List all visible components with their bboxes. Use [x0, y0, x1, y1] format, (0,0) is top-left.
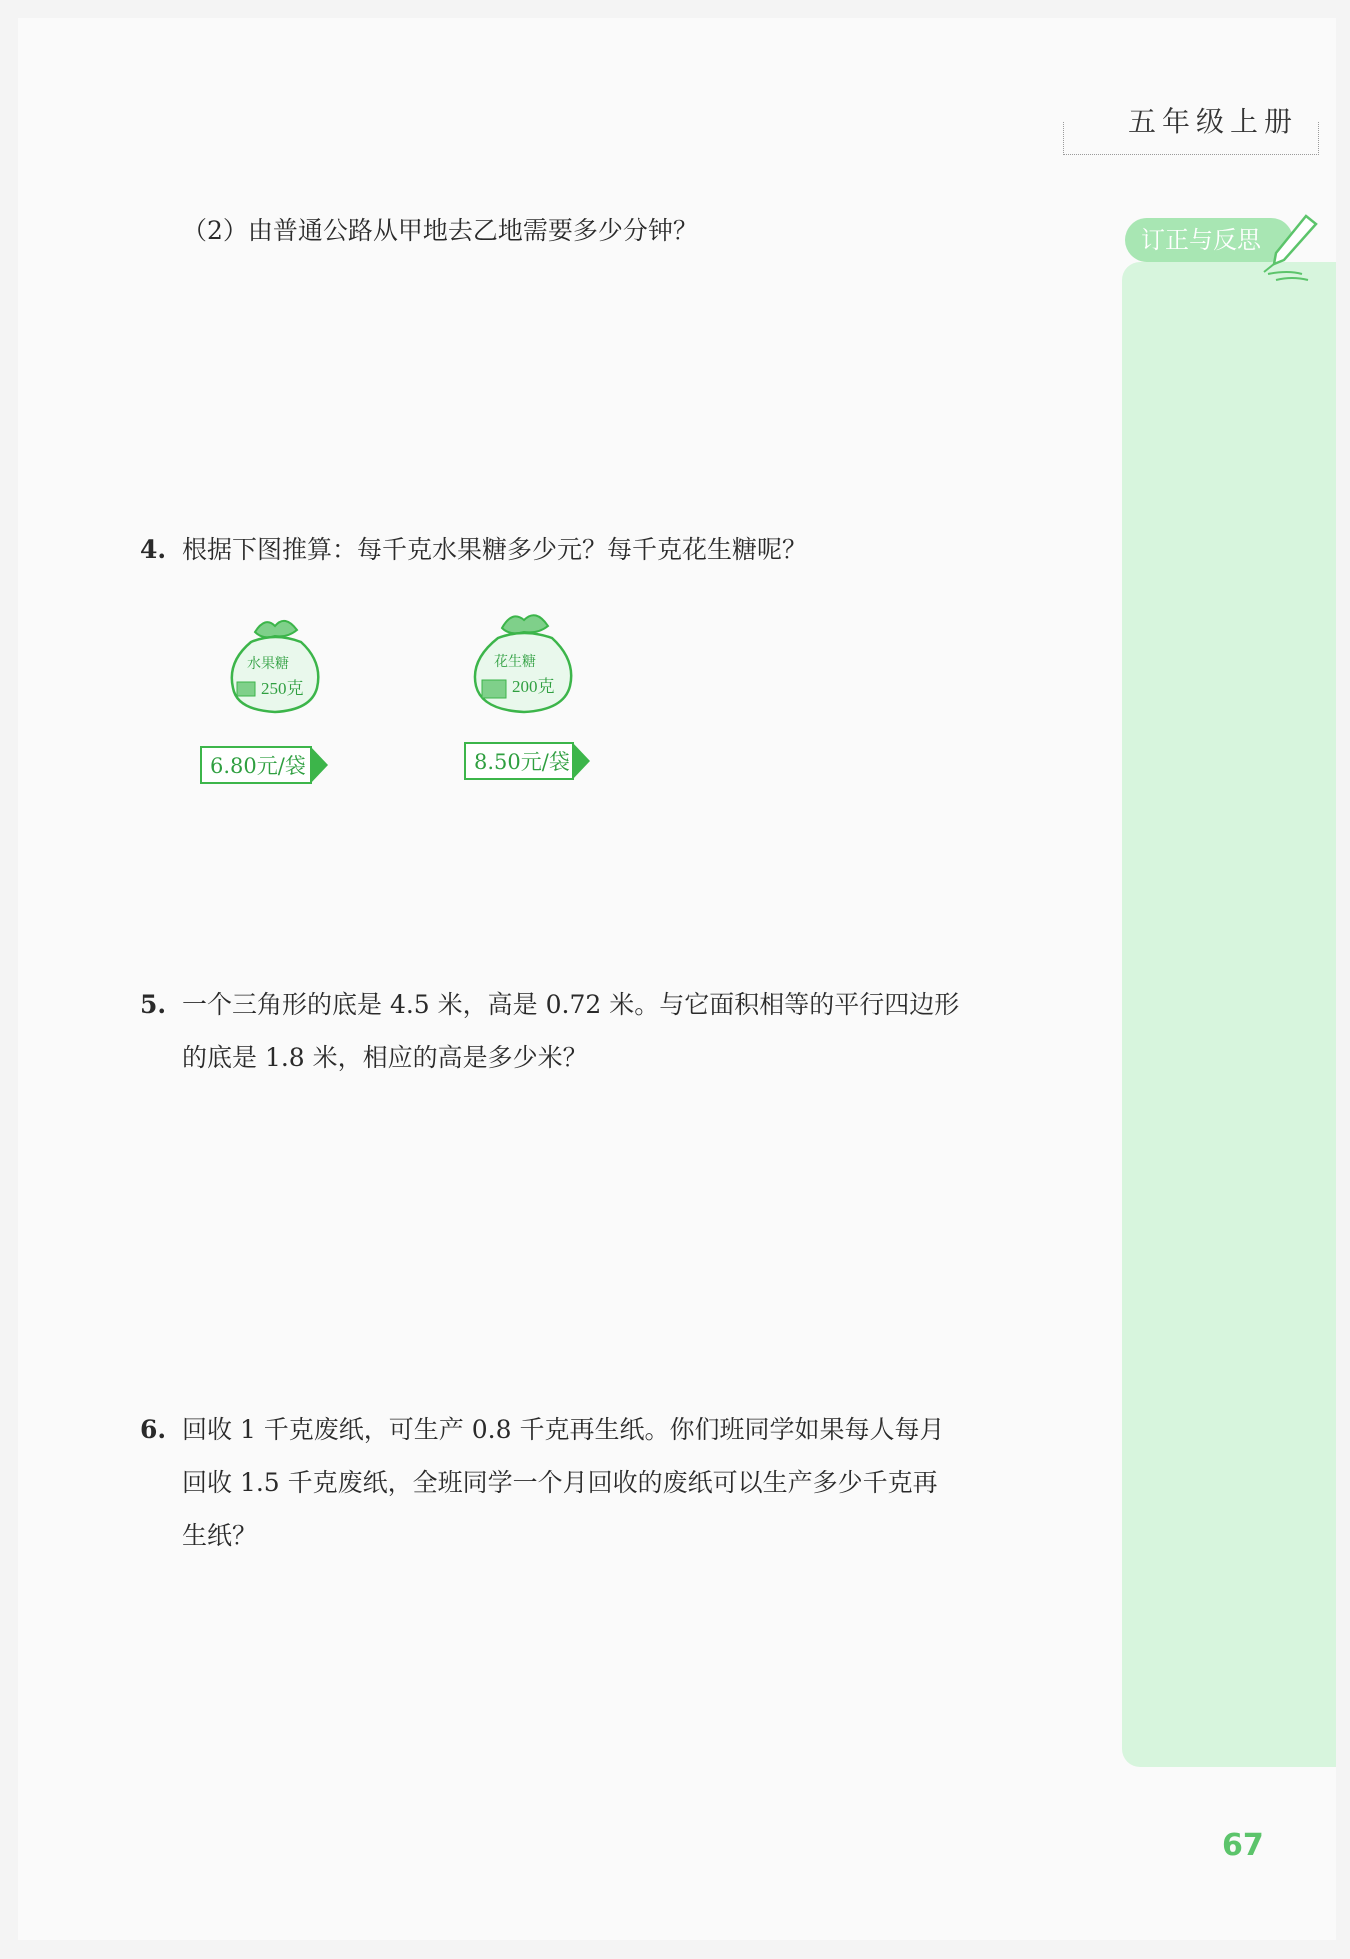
question-text-line: 一个三角形的底是 4.5 米，高是 0.72 米。与它面积相等的平行四边形 — [182, 990, 960, 1019]
grade-label: 五年级上册 — [1128, 105, 1299, 138]
question-2-part — [182, 204, 698, 257]
bag-weight: 250克 — [261, 679, 304, 698]
question-text-line: 回收 1.5 千克废纸，全班同学一个月回收的废纸可以生产多少千克再 — [182, 1468, 938, 1497]
bag-name: 水果糖 — [247, 657, 289, 672]
price-tag-peanut-candy — [464, 742, 574, 780]
question-text-line: 生纸？ — [182, 1521, 258, 1550]
question-text-line: 回收 1 千克废纸，可生产 0.8 千克再生纸。你们班同学如果每人每月 — [182, 1415, 945, 1444]
price-label: 6.80元/袋 — [210, 754, 306, 778]
question-text-line: 根据下图推算：每千克水果糖多少元？每千克花生糖呢？ — [182, 535, 808, 564]
question-text-line: （2）由普通公路从甲地去乙地需要多少分钟？ — [182, 216, 698, 245]
bag-name: 花生糖 — [494, 655, 536, 670]
page-number: 67 — [1222, 1828, 1264, 1863]
question-4 — [140, 523, 808, 576]
peanut-candy-bag-illustration — [468, 606, 580, 722]
pencil-icon — [1262, 212, 1320, 284]
correction-tab: 订正与反思 — [1125, 218, 1293, 262]
question-6 — [140, 1403, 945, 1562]
price-label: 8.50元/袋 — [474, 750, 570, 774]
question-5 — [140, 978, 960, 1084]
question-text-line: 的底是 1.8 米，相应的高是多少米？ — [182, 1043, 588, 1072]
correction-panel — [1122, 262, 1336, 1767]
question-number: 6. — [140, 1415, 167, 1444]
question-number: 4. — [140, 535, 167, 564]
question-number: 5. — [140, 990, 167, 1019]
fruit-candy-bag-illustration — [225, 612, 325, 722]
bag-weight: 200克 — [512, 677, 555, 696]
price-tag-fruit-candy — [200, 746, 312, 784]
